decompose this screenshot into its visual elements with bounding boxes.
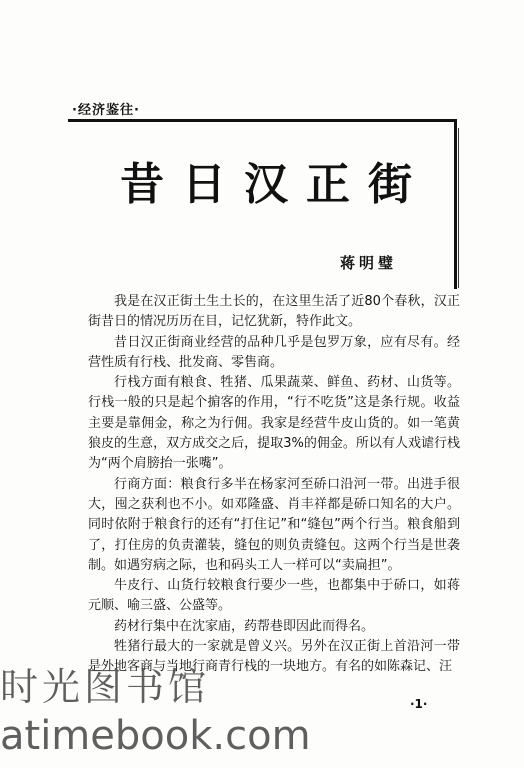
section-tag: ·经济鉴往· [72,103,140,118]
header-rule [68,119,454,122]
paragraph: 牛皮行、山货行较粮食行要少一些，也都集中于硚口，如蒋元顺、喻三盛、公盛等。 [88,578,460,614]
watermark-text: 时光图书馆 [0,665,211,709]
page-number: ·1· [410,697,428,711]
title-frame-rule-inner [458,128,459,288]
paragraph: 牲猪行最大的一家就是曾义兴。另外在汉正街上首沿河一带是外地客商与当地行商青行栈的一块地方。有名的如陈森记、汪 [88,639,460,675]
watermark-url: atimebook.com [0,713,311,759]
paragraph: 我是在汉正街土生土长的，在这里生活了近80个春秋，汉正街昔日的情况历历在目，记忆犹新，特作此文。 [88,294,460,330]
paragraph: 药材行集中在沈家庙，药帮巷即因此而得名。 [114,618,375,634]
article-title: 昔日汉正街 [120,159,430,210]
title-frame-rule [454,119,457,289]
paragraph: 行栈方面有粮食、牲猪、瓜果蔬菜、鲜鱼、药材、山货等。行栈一般的只是起个掮客的作用，“行不吃货”这是条行规。收益主要是靠佣金，称之为行佣。我家是经营牛皮山货的。如一笔黄狼皮的生意，双方成交之后，提取3%的佣金。所以有人戏谑行栈为“两个肩膀抬一张嘴”。 [88,375,460,472]
paragraph: 行商方面：粮食行多半在杨家河至硚口沿河一带。出进手很大，囤之获利也不小。如邓隆盛、肖丰祥都是硚口知名的大户。同时依附于粮食行的还有“打住记”和“缝包”两个行当。粮食船到了，打住房的负责灌装，缝包的则负责缝包。这两个行当是世袭制。如遇穷病之际，也和码头工人一样可以“卖扁担”。 [88,476,460,573]
paragraph: 昔日汉正街商业经营的品种几乎是包罗万象，应有尽有。经营性质有行栈、批发商、零售商。 [88,334,460,370]
article-body [88,292,460,678]
article-author: 蒋明璧 [340,254,398,272]
